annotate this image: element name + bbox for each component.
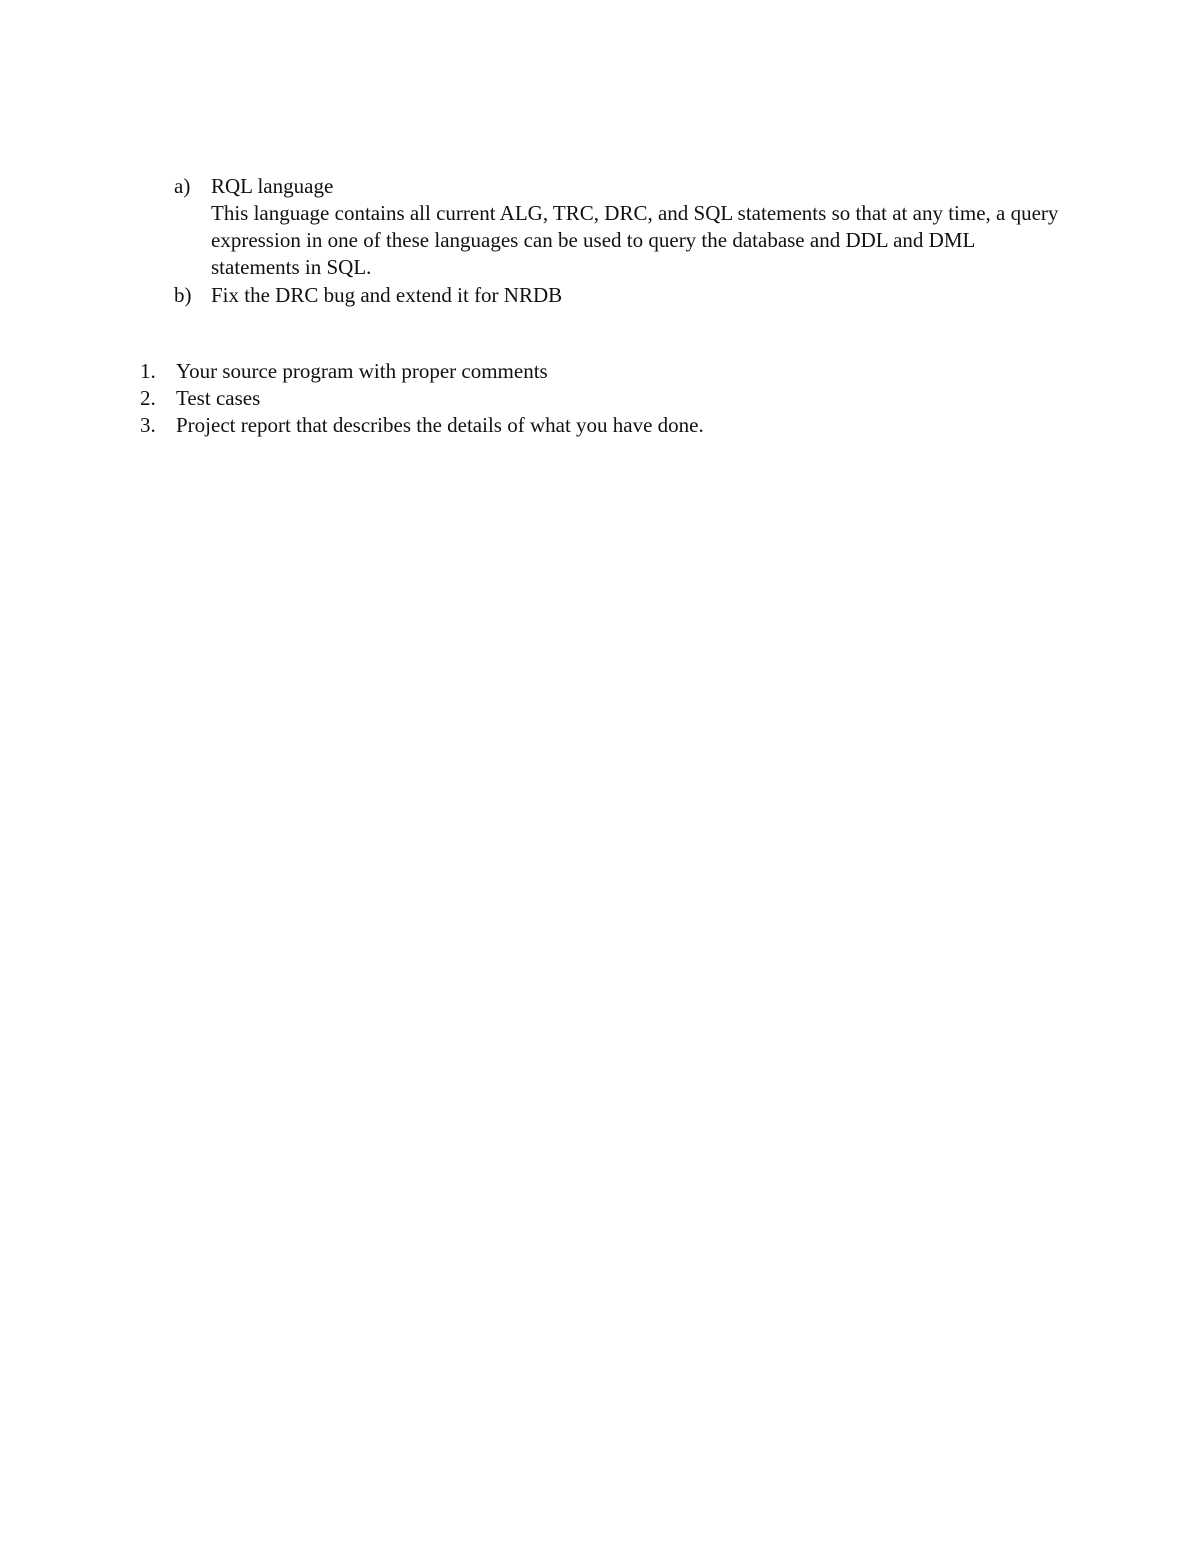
list-item-title: Fix the DRC bug and extend it for NRDB [211, 283, 563, 307]
list-item-content [211, 282, 1074, 309]
list-item [174, 173, 1074, 281]
list-item-text: Project report that describes the details of what you have done. [176, 413, 704, 437]
list-marker: b) [174, 283, 192, 307]
list-item [140, 412, 1040, 439]
list-item [140, 358, 1040, 385]
list-marker: 2. [140, 386, 156, 410]
list-marker: 3. [140, 413, 156, 437]
deliverables-list [140, 358, 1040, 439]
list-marker: 1. [140, 359, 156, 383]
lettered-task-list [174, 173, 1074, 310]
list-item [140, 385, 1040, 412]
list-item-text: Your source program with proper comments [176, 359, 548, 383]
list-marker: a) [174, 174, 191, 198]
list-item-description: This language contains all current ALG, TRC, DRC, and SQL statements so that at any time, a query expression in one of these languages can be used to query the database and DDL and DML statements in SQL. [211, 201, 1059, 279]
list-item-content [211, 173, 1074, 281]
list-item [174, 282, 1074, 309]
list-item-title: RQL language [211, 174, 334, 198]
list-item-text: Test cases [176, 386, 261, 410]
